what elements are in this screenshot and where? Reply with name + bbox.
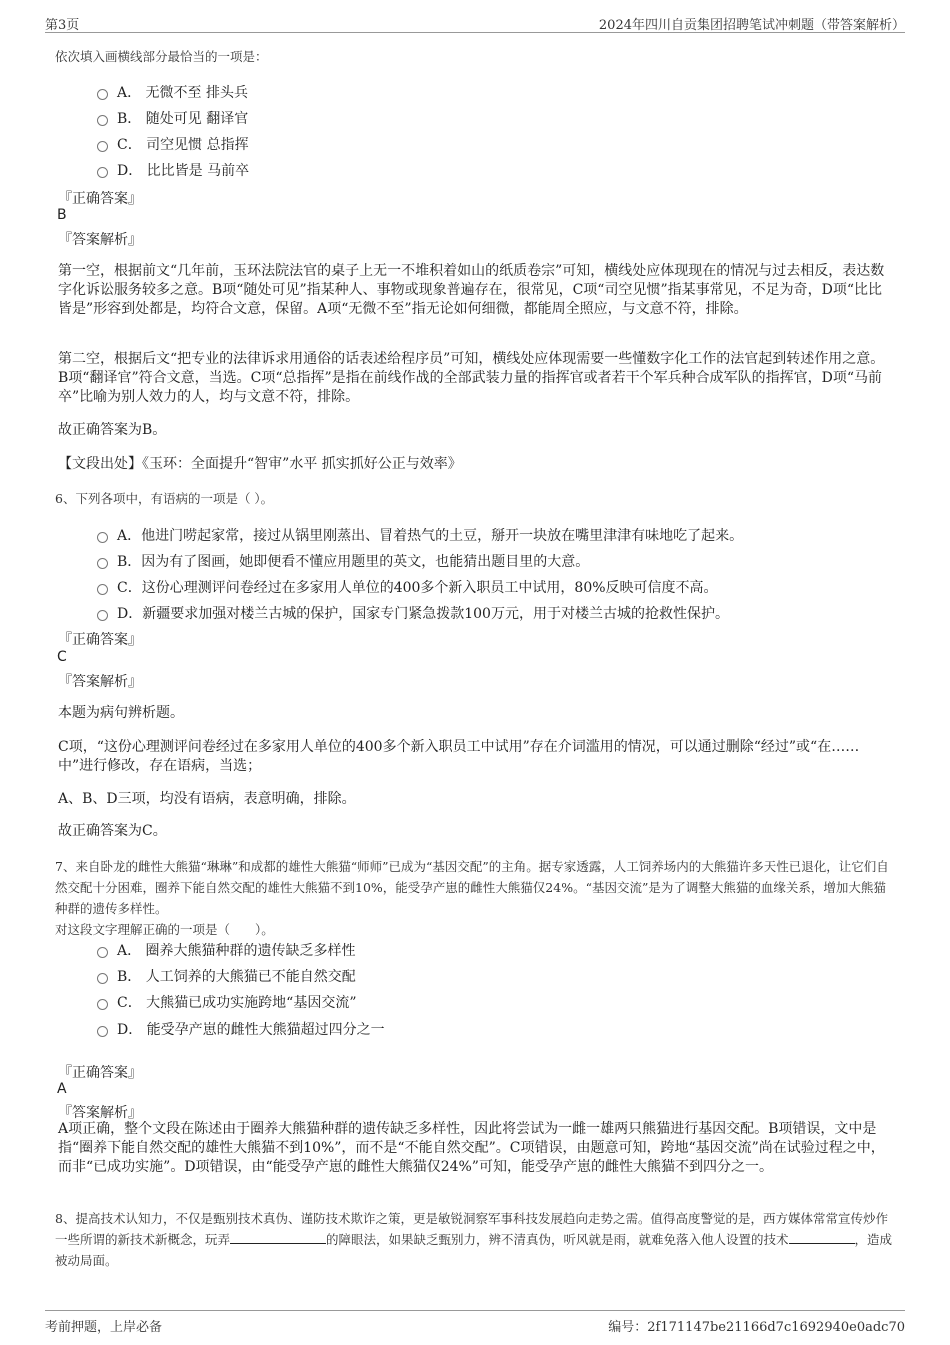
page-header: [45, 12, 905, 33]
option-label: D． 能受孕产崽的雌性大熊猫超过四分之一: [117, 1022, 385, 1038]
q8-blank-1: [230, 1243, 326, 1244]
q5-analysis-p2: 第二空，根据后文“把专业的法律诉求用通俗的话表述给程序员”可知，横线处应体现需要一些懂数字化工作的法官起到转述作用之意。B项“翻译官”符合文意，当选。C项“总指挥”是指在前线作战的全部武装力量的指挥官或者若干个军兵种合成军队的指挥官，D项“马前卒”比喻为别人效力的人，均与文意不符，排除。: [58, 351, 885, 405]
q8-blank-2: [789, 1243, 855, 1244]
q6-conclusion: 故正确答案为C。: [58, 823, 167, 839]
q7-answer-label: 『正确答案』: [58, 1065, 142, 1081]
option-label: A．他进门唠起家常，接过从锅里刚蒸出、冒着热气的土豆，掰开一块放在嘴里津津有味地吃了起来。: [117, 528, 744, 544]
q7-option-d[interactable]: [97, 1019, 385, 1039]
radio-icon[interactable]: [97, 115, 108, 126]
q6-prompt: 6、下列各项中，有语病的一项是（ ）。: [55, 491, 274, 506]
radio-icon[interactable]: [97, 999, 108, 1010]
q5-option-b[interactable]: [97, 108, 248, 128]
radio-icon[interactable]: [97, 973, 108, 984]
option-label: D．新疆要求加强对楼兰古城的保护，国家专门紧急拨款100万元，用于对楼兰古城的抢救性保护。: [117, 606, 729, 622]
q7-passage: 7、来自卧龙的雌性大熊猫“琳琳”和成都的雄性大熊猫“师师”已成为“基因交配”的主角。据专家透露，人工饲养场内的大熊猫许多天性已退化，让它们自然交配十分困难，圈养下能自然交配的雄性大熊猫不到10%，能受孕产崽的雌性大熊猫仅24%。“基因交流”是为了调整大熊猫的血缘关系，增加大熊猫种群的遗传多样性。: [55, 859, 889, 916]
option-label: C． 大熊猫已成功实施跨地“基因交流”: [117, 995, 357, 1011]
page-footer: [45, 1310, 905, 1335]
q7-analysis: A项正确，整个文段在陈述由于圈养大熊猫种群的遗传缺乏多样性，因此将尝试为一雌一雄两只熊猫进行基因交配。B项错误，文中是指“圈养下能自然交配的雄性大熊猫不到10%”，而不是“不能自然交配”。C项错误，由题意可知，跨地“基因交流”尚在试验过程之中，而非“已成功实施”。D项错误，由“能受孕产崽的雌性大熊猫仅24%”可知，能受孕产崽的雌性大熊猫不到四分之一。: [58, 1121, 885, 1175]
radio-icon[interactable]: [97, 532, 108, 543]
q6-analysis-p2: C项，“这份心理测评问卷经过在多家用人单位的400多个新入职员工中试用”存在介词滥用的情况，可以通过删除“经过”或“在……中”进行修改，存在语病，当选；: [58, 739, 860, 774]
radio-icon[interactable]: [97, 167, 108, 178]
q7-option-b[interactable]: [97, 966, 356, 986]
q5-option-c[interactable]: [97, 134, 249, 154]
q6-answer: C: [57, 649, 67, 665]
page-number: 第3页: [45, 18, 80, 33]
radio-icon[interactable]: [97, 89, 108, 100]
q6-option-c[interactable]: [97, 577, 718, 597]
q6-analysis-p3: A、B、D三项，均没有语病，表意明确，排除。: [58, 791, 356, 807]
q6-analysis-p1: 本题为病句辨析题。: [58, 705, 184, 721]
q8-text-a: 8、提高技术认知力，不仅是甄别技术真伪、谨防技术欺诈之策，更是敏锐洞察军事科技发展趋向走势之需。值得高度警觉的是，西方媒体常常宣传炒作一些所谓的新技术新概念，玩弄: [55, 1211, 888, 1247]
option-label: D． 比比皆是 马前卒: [117, 163, 250, 179]
option-label: B． 人工饲养的大熊猫已不能自然交配: [117, 969, 356, 985]
document-id: 编号：2f171147be21166d7c1692940e0adc70: [608, 1320, 905, 1335]
q7-analysis-label: 『答案解析』: [58, 1105, 142, 1121]
q8-text: [55, 1208, 897, 1271]
radio-icon[interactable]: [97, 947, 108, 958]
option-label: A． 无微不至 排头兵: [117, 85, 249, 101]
document-title: 2024年四川自贡集团招聘笔试冲刺题（带答案解析）: [598, 18, 905, 33]
q8-text-c: ，造成被动局面。: [55, 1232, 893, 1268]
q6-option-b[interactable]: [97, 551, 589, 571]
q5-option-d[interactable]: [97, 160, 249, 180]
q5-prompt: 依次填入画横线部分最恰当的一项是：: [55, 49, 268, 64]
option-label: B．因为有了图画，她即便看不懂应用题里的英文，也能猜出题目里的大意。: [117, 554, 590, 570]
radio-icon[interactable]: [97, 610, 108, 621]
radio-icon[interactable]: [97, 584, 108, 595]
option-label: C．这份心理测评问卷经过在多家用人单位的400多个新入职员工中试用，80%反映可信度不高。: [117, 580, 718, 596]
q5-analysis-label: 『答案解析』: [58, 232, 142, 248]
q7-answer: A: [57, 1081, 67, 1097]
q7-prompt: 对这段文字理解正确的一项是（ ）。: [55, 922, 274, 937]
q5-option-a[interactable]: [97, 82, 248, 102]
q6-option-a[interactable]: [97, 525, 743, 545]
q6-option-d[interactable]: [97, 603, 729, 623]
radio-icon[interactable]: [97, 558, 108, 569]
option-label: B． 随处可见 翻译官: [117, 111, 249, 127]
q8-text-b: 的障眼法，如果缺乏甄别力，辨不清真伪，听风就是雨，就难免落入他人设置的技术: [326, 1232, 789, 1247]
q6-answer-label: 『正确答案』: [58, 632, 142, 648]
q5-analysis-p1: 第一空，根据前文“几年前，玉环法院法官的桌子上无一不堆积着如山的纸质卷宗”可知，横线处应体现现在的情况与过去相反，表达数字化诉讼服务较多之意。B项“随处可见”指某种人、事物或现象普遍存在，很常见，C项“司空见惯”指某事常见，不足为奇，D项“比比皆是”形容到处都是，均符合文意，保留。A项“无微不至”指无论如何细微，都能周全照应，与文意不符，排除。: [58, 263, 885, 317]
q5-conclusion: 故正确答案为B。: [58, 422, 167, 438]
footer-slogan: 考前押题，上岸必备: [45, 1320, 163, 1335]
radio-icon[interactable]: [97, 141, 108, 152]
q5-answer: B: [57, 207, 67, 223]
option-label: A． 圈养大熊猫种群的遗传缺乏多样性: [117, 943, 356, 959]
option-label: C． 司空见惯 总指挥: [117, 137, 249, 153]
radio-icon[interactable]: [97, 1026, 108, 1037]
q5-answer-label: 『正确答案』: [58, 191, 142, 207]
q6-analysis-label: 『答案解析』: [58, 674, 142, 690]
q7-option-c[interactable]: [97, 992, 356, 1012]
q5-source: 【文段出处】《玉环：全面提升“智审”水平 抓实抓好公正与效率》: [58, 456, 462, 472]
q7-option-a[interactable]: [97, 940, 356, 960]
